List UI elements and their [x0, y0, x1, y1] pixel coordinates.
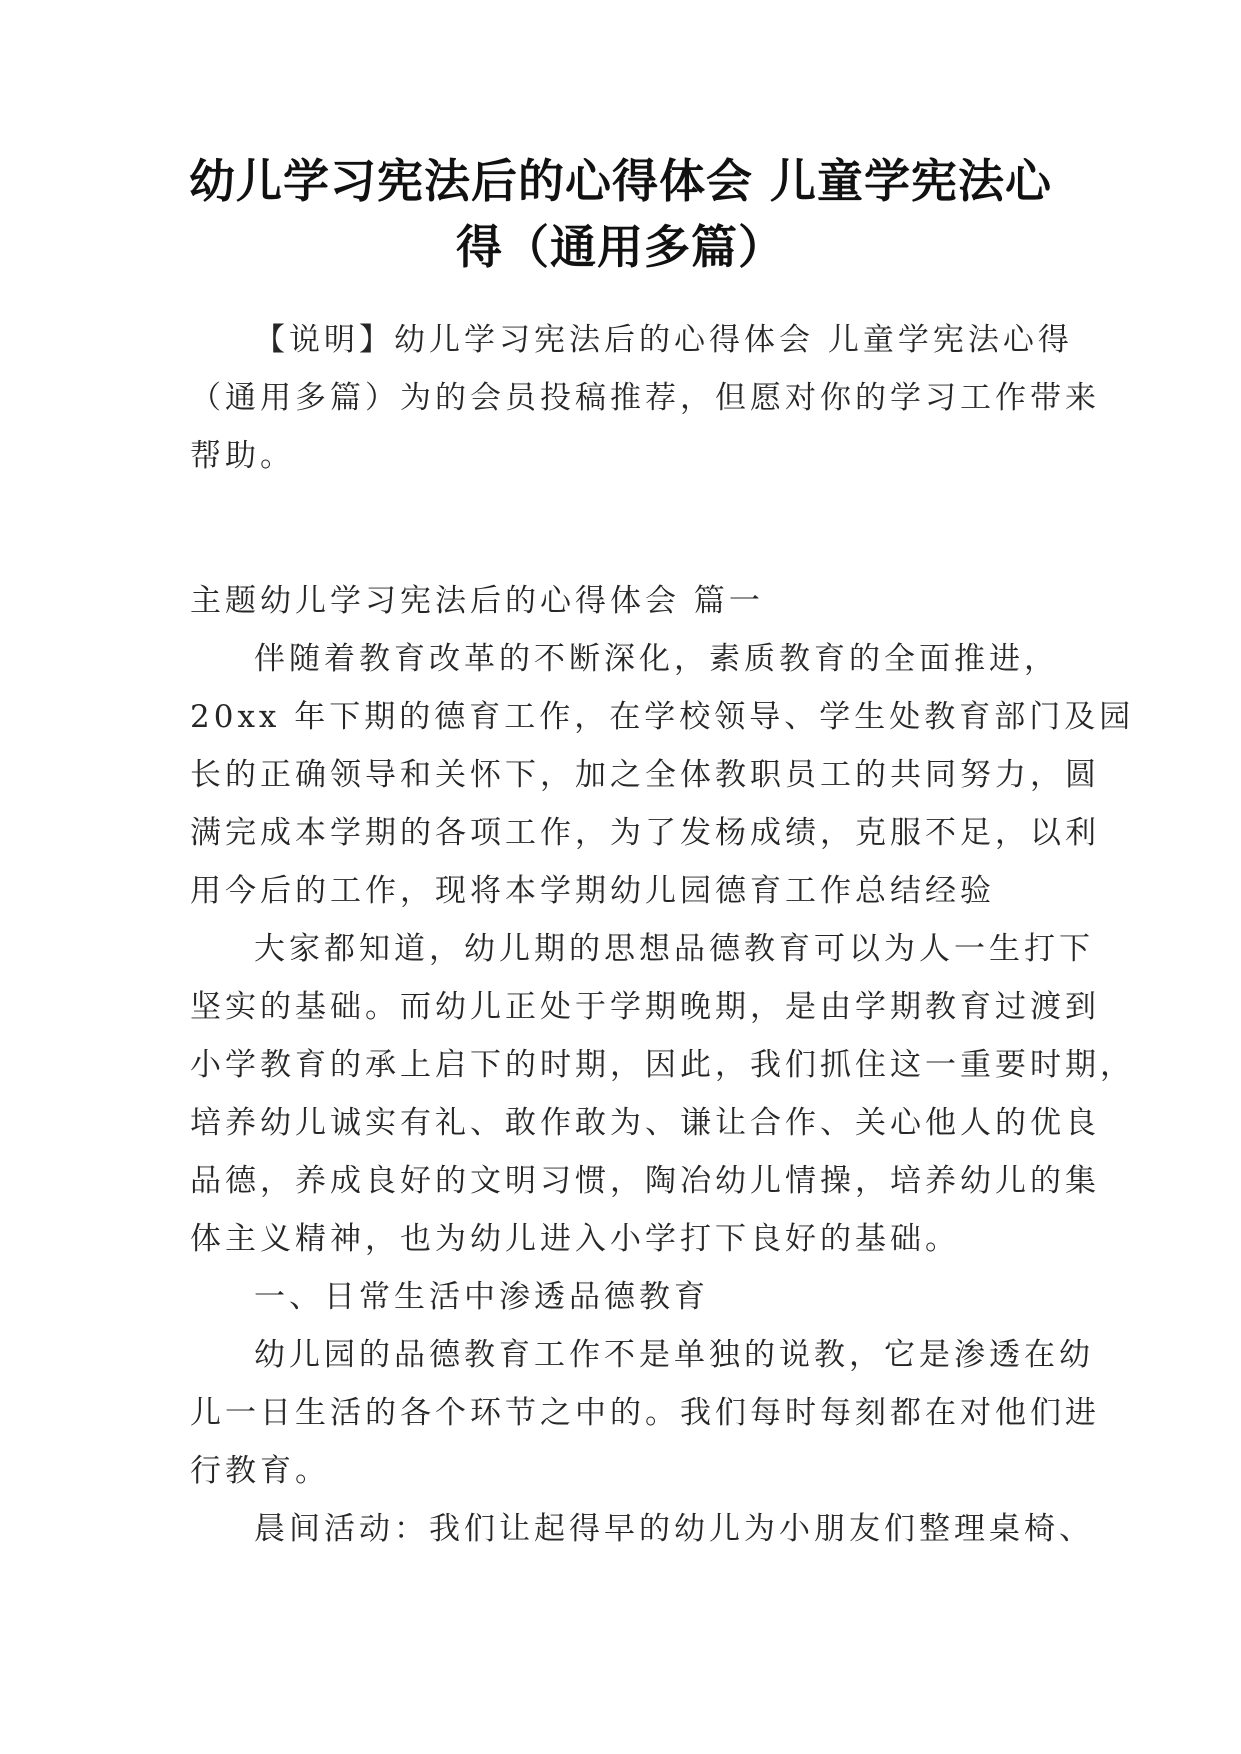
paragraph-1 — [190, 630, 1135, 920]
intro-line: 帮助。 — [190, 438, 295, 474]
paragraph-line: 坚实的基础。而幼儿正处于学期晚期，是由学期教育过渡到 — [190, 989, 1100, 1025]
section-heading: 主题幼儿学习宪法后的心得体会 篇一 — [190, 583, 764, 619]
paragraph-line: 20xx 年下期的德育工作，在学校领导、学生处教育部门及园 — [190, 699, 1135, 735]
article-body — [190, 572, 1135, 1558]
intro-line: 【说明】幼儿学习宪法后的心得体会 儿童学宪法心得 — [254, 322, 1073, 358]
subheading: 一、日常生活中渗透品德教育 — [254, 1279, 709, 1315]
paragraph-line: 儿一日生活的各个环节之中的。我们每时每刻都在对他们进 — [190, 1395, 1100, 1431]
paragraph-line: 满完成本学期的各项工作，为了发杨成绩，克服不足，以利 — [190, 815, 1100, 851]
paragraph-line: 用今后的工作，现将本学期幼儿园德育工作总结经验 — [190, 873, 995, 909]
title-line-1: 幼儿学习宪法后的心得体会 儿童学宪法心 — [188, 154, 1052, 208]
intro-paragraph — [190, 311, 1100, 485]
paragraph-line: 行教育。 — [190, 1453, 330, 1489]
paragraph-line: 体主义精神，也为幼儿进入小学打下良好的基础。 — [190, 1221, 960, 1257]
paragraph-line: 长的正确领导和关怀下，加之全体教职员工的共同努力，圆 — [190, 757, 1100, 793]
intro-line: （通用多篇）为的会员投稿推荐，但愿对你的学习工作带来 — [190, 380, 1100, 416]
title-line-2: 得（通用多篇） — [456, 220, 785, 274]
document-title — [160, 148, 1081, 280]
paragraph-line: 幼儿园的品德教育工作不是单独的说教，它是渗透在幼 — [254, 1337, 1094, 1373]
paragraph-line: 大家都知道，幼儿期的思想品德教育可以为人一生打下 — [254, 931, 1094, 967]
paragraph-3 — [190, 1326, 1100, 1500]
paragraph-line: 小学教育的承上启下的时期，因此，我们抓住这一重要时期， — [190, 1047, 1135, 1083]
paragraph-2 — [190, 920, 1135, 1268]
paragraph-line: 培养幼儿诚实有礼、敢作敢为、谦让合作、关心他人的优良 — [190, 1105, 1100, 1141]
paragraph-line: 晨间活动：我们让起得早的幼儿为小朋友们整理桌椅、 — [254, 1511, 1094, 1547]
paragraph-line: 品德，养成良好的文明习惯，陶冶幼儿情操，培养幼儿的集 — [190, 1163, 1100, 1199]
paragraph-4 — [190, 1500, 1094, 1558]
paragraph-line: 伴随着教育改革的不断深化，素质教育的全面推进， — [254, 641, 1059, 677]
